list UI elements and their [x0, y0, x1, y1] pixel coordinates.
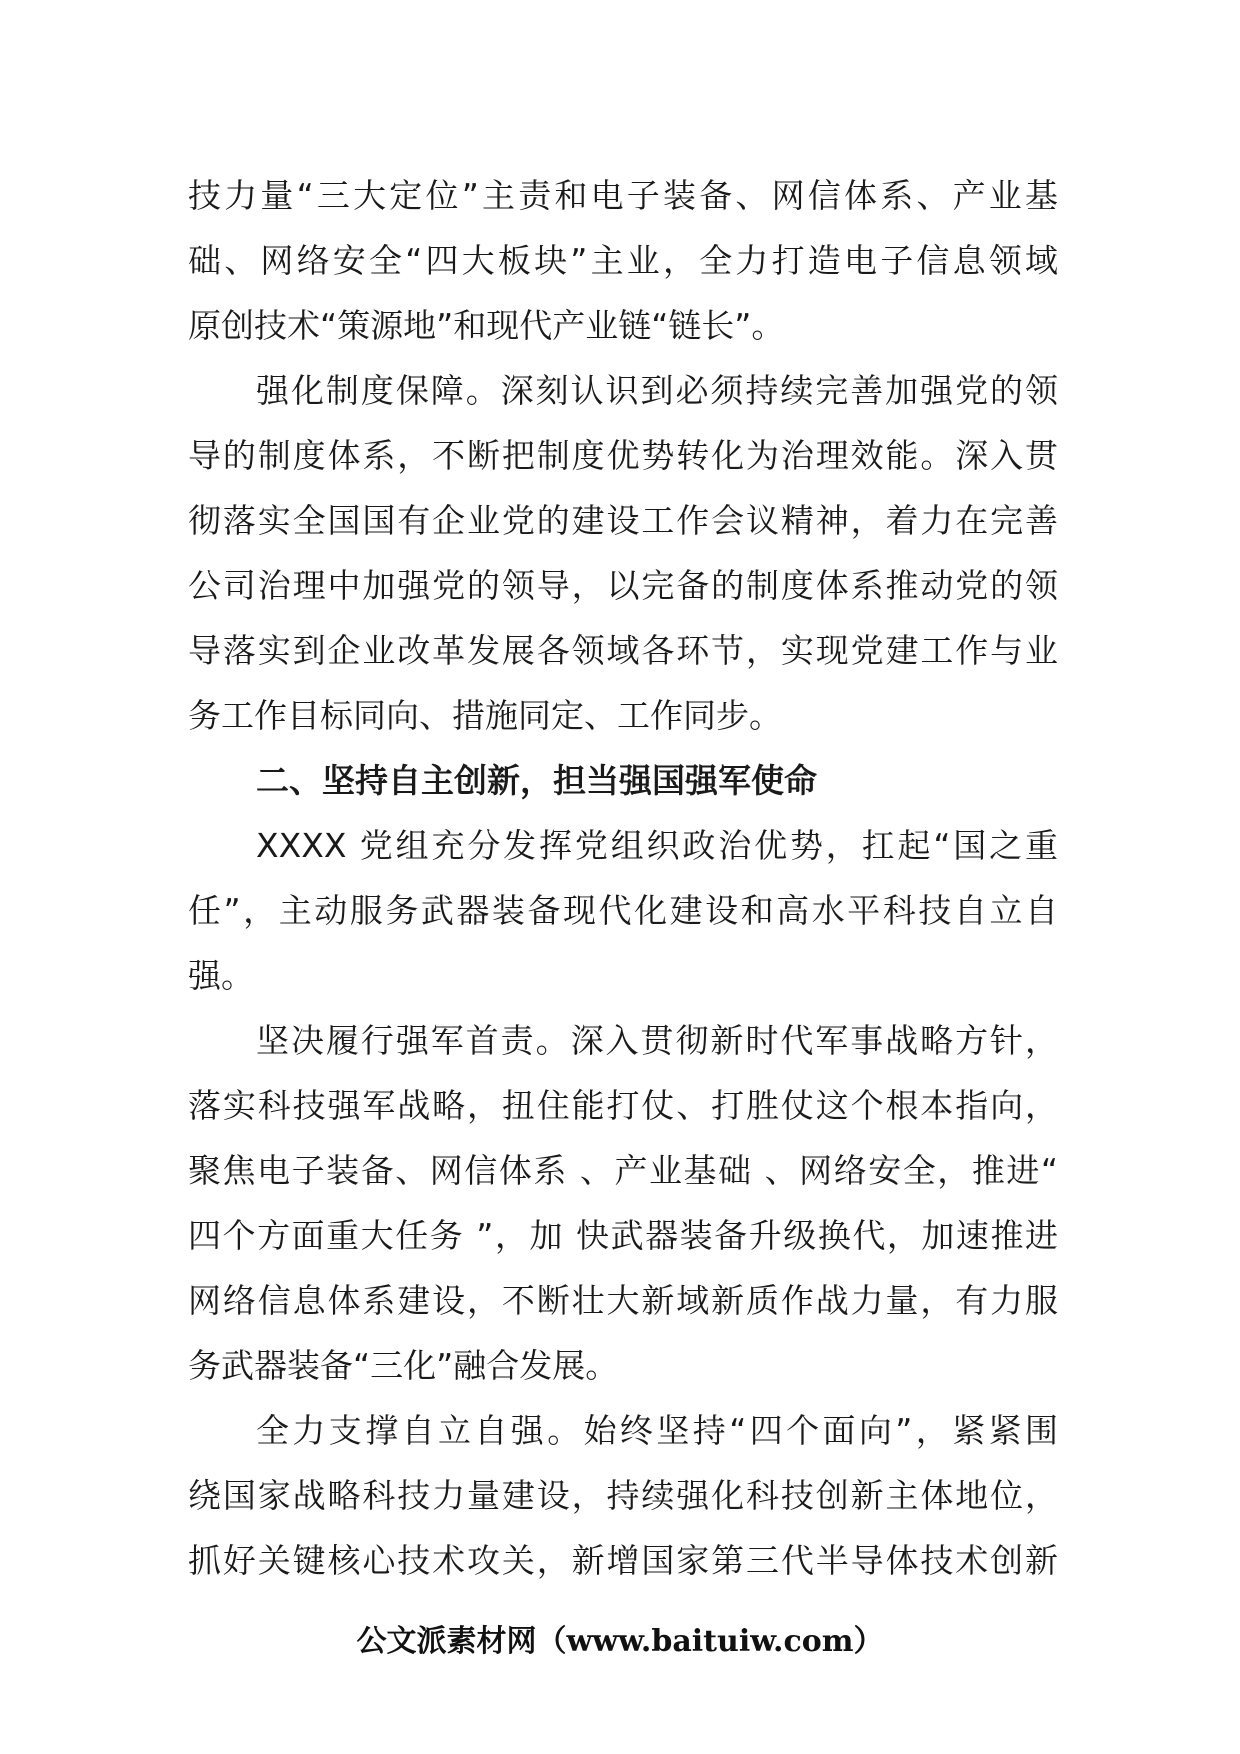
text-line: 强化制度保障。深刻认识到必须持续完善加强党的领: [256, 371, 1058, 410]
text-line: 落实科技强军战略，扭住能打仗、打胜仗这个根本指向，: [188, 1086, 1058, 1125]
text-line: 任”，主动服务武器装备现代化建设和高水平科技自立自: [188, 891, 1058, 930]
text-line: 彻落实全国国有企业党的建设工作会议精神，着力在完善: [188, 501, 1058, 540]
footer-watermark: 公文派素材网（www.baituiw.com）: [356, 1624, 884, 1659]
text-line: 聚焦电子装备、网信体系 、产业基础 、网络安全，推进“: [188, 1151, 1058, 1190]
text-line: 强。: [188, 956, 254, 995]
text-line: 网络信息体系建设，不断壮大新域新质作战力量，有力服: [188, 1281, 1058, 1320]
text-line: 导的制度体系，不断把制度优势转化为治理效能。深入贯: [188, 436, 1058, 475]
text-line: 原创技术“策源地”和现代产业链“链长”。: [188, 306, 785, 345]
text-line: 绕国家战略科技力量建设，持续强化科技创新主体地位，: [188, 1476, 1058, 1515]
text-line: 公司治理中加强党的领导，以完备的制度体系推动党的领: [188, 566, 1058, 605]
text-line: XXXX 党组充分发挥党组织政治优势，扛起“国之重: [256, 826, 1058, 865]
text-line: 础、网络安全“四大板块”主业，全力打造电子信息领域: [188, 241, 1058, 280]
text-line: 全力支撑自立自强。始终坚持“四个面向”，紧紧围: [256, 1411, 1058, 1450]
text-line: 坚决履行强军首责。深入贯彻新时代军事战略方针，: [256, 1021, 1058, 1060]
text-line: 四个方面重大任务 ”，加 快武器装备升级换代，加速推进: [188, 1216, 1058, 1255]
section-heading: 二、坚持自主创新，担当强国强军使命: [256, 761, 817, 800]
text-line: 务工作目标同向、措施同定、工作同步。: [188, 696, 782, 735]
text-line: 导落实到企业改革发展各领域各环节，实现党建工作与业: [188, 631, 1058, 670]
text-line: 技力量“三大定位”主责和电子装备、网信体系、产业基: [188, 176, 1058, 215]
document-body: [188, 163, 1058, 1593]
text-line: 抓好关键核心技术攻关，新增国家第三代半导体技术创新: [188, 1541, 1058, 1580]
text-line: 务武器装备“三化”融合发展。: [188, 1346, 619, 1385]
